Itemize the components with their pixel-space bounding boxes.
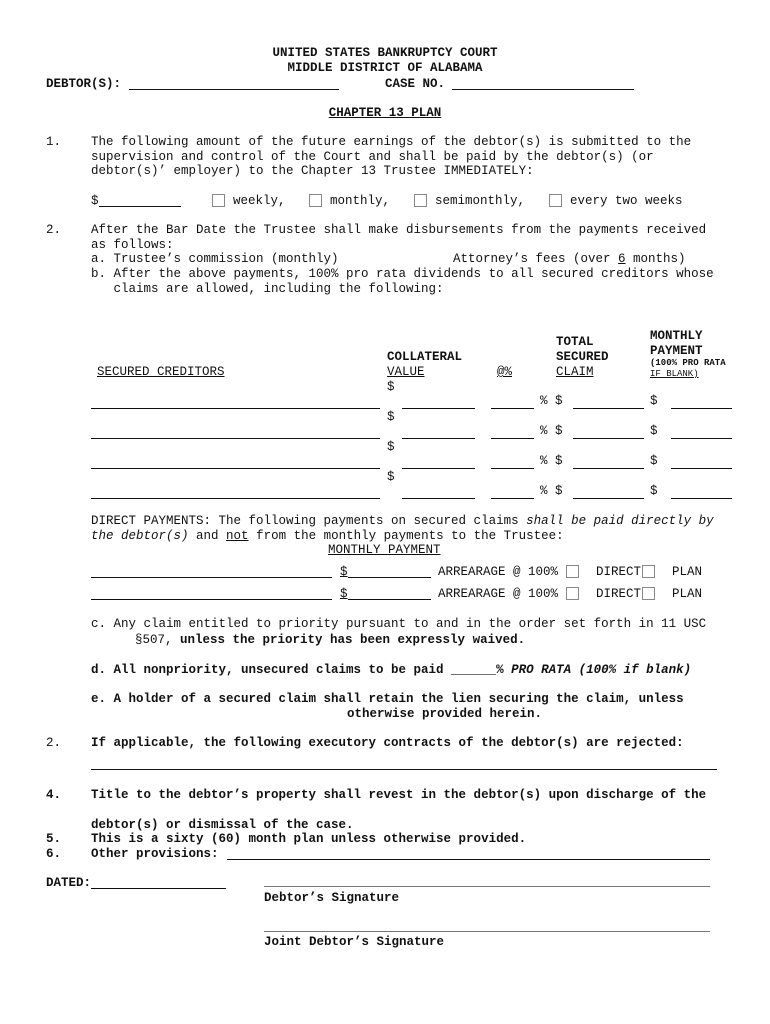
section-3-text: If applicable, the following executory contracts of the debtor(s) are rejected: [91,736,684,750]
section-4-line-1: Title to the debtor’s property shall revest in the debtor(s) upon discharge of the [91,788,707,802]
attorney-fees-post: months) [625,252,686,266]
section-1-line-2: supervision and control of the Court and shall be paid by the debtor(s) (or [91,150,654,164]
arrearage-label-2: ARREARAGE @ 100% [438,587,559,601]
arrearage-label-1: ARREARAGE @ 100% [438,565,559,579]
col-pct: @% [497,365,513,379]
col-total-1: TOTAL [556,335,594,349]
col-creditors: SECURED CREDITORS [97,365,225,379]
section-6-number: 6. [46,847,62,861]
every-two-weeks-label: every two weeks [570,194,683,208]
semimonthly-label: semimonthly, [435,194,526,208]
collateral-dollar: $ [387,380,395,394]
col-total-3: CLAIM [556,365,594,379]
section-c-line-2 [135,633,525,648]
semimonthly-checkbox[interactable] [414,194,427,207]
case-number-field[interactable] [452,89,634,90]
pct-dollar: % $ [540,454,563,468]
joint-debtor-signature-line[interactable] [264,931,710,932]
direct-monthly-payment-header: MONTHLY PAYMENT [328,543,441,557]
direct-payments-line-1 [91,514,714,529]
amount-field[interactable] [99,206,181,207]
joint-debtor-signature-label: Joint Debtor’s Signature [264,935,445,949]
collateral-value-field[interactable] [402,438,475,439]
col-total-2: SECURED [556,350,609,364]
page-title: CHAPTER 13 PLAN [328,106,442,120]
monthly-payment-field[interactable] [671,468,732,469]
every-two-weeks-checkbox[interactable] [549,194,562,207]
direct-payments-and: and [188,529,227,543]
attorney-fees [453,252,686,267]
creditor-name-field[interactable] [91,408,380,409]
collateral-dollar: $ [387,410,395,424]
section-d-italic: PRO RATA (100% if blank) [511,663,692,677]
secured-claim-field[interactable] [573,408,644,409]
arrearage-checkbox-1[interactable] [566,565,579,578]
pct-dollar: % $ [540,394,563,408]
col-monthly-1: MONTHLY [650,329,703,343]
debtor-label: DEBTOR(S): [46,77,122,91]
direct-amount-field-1[interactable] [348,577,431,578]
collateral-value-field[interactable] [402,408,475,409]
section-2-line-1: After the Bar Date the Trustee shall make disbursements from the payments received [91,223,707,237]
section-4-number: 4. [46,788,62,802]
monthly-dollar: $ [650,454,658,468]
dated-label: DATED: [46,876,92,890]
direct-checkbox-2[interactable] [642,587,655,600]
district-name: MIDDLE DISTRICT OF ALABAMA [287,61,483,75]
direct-dollar-1: $ [340,565,348,579]
creditor-name-field[interactable] [91,498,380,499]
collateral-dollar: $ [387,440,395,454]
direct-amount-field-2[interactable] [348,599,431,600]
direct-payments-debtor: the debtor(s) [91,529,189,543]
monthly-dollar: $ [650,394,658,408]
section-2b-line-1: b. After the above payments, 100% pro rata dividends to all secured creditors whose [91,267,714,281]
debtor-field[interactable] [129,89,339,90]
section-1-line-1: The following amount of the future earnings of the debtor(s) is submitted to the [91,135,692,149]
section-4-line-2: debtor(s) or dismissal of the case. [91,818,354,832]
debtor-signature-line[interactable] [264,886,710,887]
direct-creditor-field-1[interactable] [91,577,332,578]
interest-rate-field[interactable] [491,408,534,409]
direct-label-2: DIRECT [596,587,642,601]
weekly-checkbox[interactable] [212,194,225,207]
secured-claim-field[interactable] [573,498,644,499]
section-e-line-2: otherwise provided herein. [347,707,543,721]
pct-dollar: % $ [540,484,563,498]
col-collateral-1: COLLATERAL [387,350,463,364]
arrearage-checkbox-2[interactable] [566,587,579,600]
plan-label-2: PLAN [672,587,703,601]
secured-claim-field[interactable] [573,438,644,439]
section-1-line-3: debtor(s)’ employer) to the Chapter 13 Trustee IMMEDIATELY: [91,164,534,178]
direct-payments-not: not [226,529,249,543]
interest-rate-field[interactable] [491,438,534,439]
direct-payments-post: from the monthly payments to the Trustee: [248,529,564,543]
pct-dollar: % $ [540,424,563,438]
attorney-fees-pre: Attorney’s fees (over [453,252,619,266]
direct-checkbox-1[interactable] [642,565,655,578]
dated-field[interactable] [91,888,226,889]
secured-claim-field[interactable] [573,468,644,469]
direct-payments-italic: shall be paid directly by [526,514,714,528]
interest-rate-field[interactable] [491,498,534,499]
monthly-payment-field[interactable] [671,438,732,439]
monthly-checkbox[interactable] [309,194,322,207]
monthly-payment-field[interactable] [671,498,732,499]
collateral-value-field[interactable] [402,498,475,499]
direct-creditor-field-2[interactable] [91,599,332,600]
section-5-text: This is a sixty (60) month plan unless otherwise provided. [91,832,527,846]
executory-contracts-field[interactable] [91,769,717,770]
weekly-label: weekly, [233,194,286,208]
monthly-payment-field[interactable] [671,408,732,409]
section-2b-line-2: claims are allowed, including the following: [91,282,444,296]
col-monthly-4: IF BLANK) [650,369,699,379]
section-c-line-1: c. Any claim entitled to priority pursuant to and in the order set forth in 11 USC [91,617,707,631]
monthly-dollar: $ [650,484,658,498]
direct-payments-line-2 [91,529,564,544]
plan-label-1: PLAN [672,565,703,579]
section-c-statute: §507, [135,633,181,647]
direct-label-1: DIRECT [596,565,642,579]
section-6-text: Other provisions: [91,847,219,861]
monthly-label: monthly, [330,194,391,208]
case-label: CASE NO. [385,77,446,91]
collateral-value-field[interactable] [402,468,475,469]
court-name: UNITED STATES BANKRUPTCY COURT [272,46,498,60]
section-1-number: 1. [46,135,62,149]
creditor-name-field[interactable] [91,468,380,469]
col-collateral-2: VALUE [387,365,425,379]
interest-rate-field[interactable] [491,468,534,469]
direct-payments-pre: DIRECT PAYMENTS: The following payments on secured claims [91,514,527,528]
debtor-signature-label: Debtor’s Signature [264,891,400,905]
attorney-fees-months: 6 [618,252,626,266]
section-d-pre: d. All nonpriority, unsecured claims to be paid ______% [91,663,512,677]
other-provisions-field[interactable] [227,859,710,860]
trustee-commission: a. Trustee’s commission (monthly) [91,252,339,266]
collateral-dollar: $ [387,470,395,484]
direct-dollar-2: $ [340,587,348,601]
section-2-number: 2. [46,223,62,237]
section-d [91,663,691,678]
section-c-bold: unless the priority has been expressly waived. [180,633,526,647]
section-2-line-2: as follows: [91,238,174,252]
section-e-line-1: e. A holder of a secured claim shall retain the lien securing the claim, unless [91,692,684,706]
col-monthly-3: (100% PRO RATA [650,358,726,368]
section-5-number: 5. [46,832,62,846]
amount-dollar-sign: $ [91,194,99,208]
creditor-name-field[interactable] [91,438,380,439]
section-3-number: 2. [46,736,62,750]
col-monthly-2: PAYMENT [650,344,703,358]
monthly-dollar: $ [650,424,658,438]
